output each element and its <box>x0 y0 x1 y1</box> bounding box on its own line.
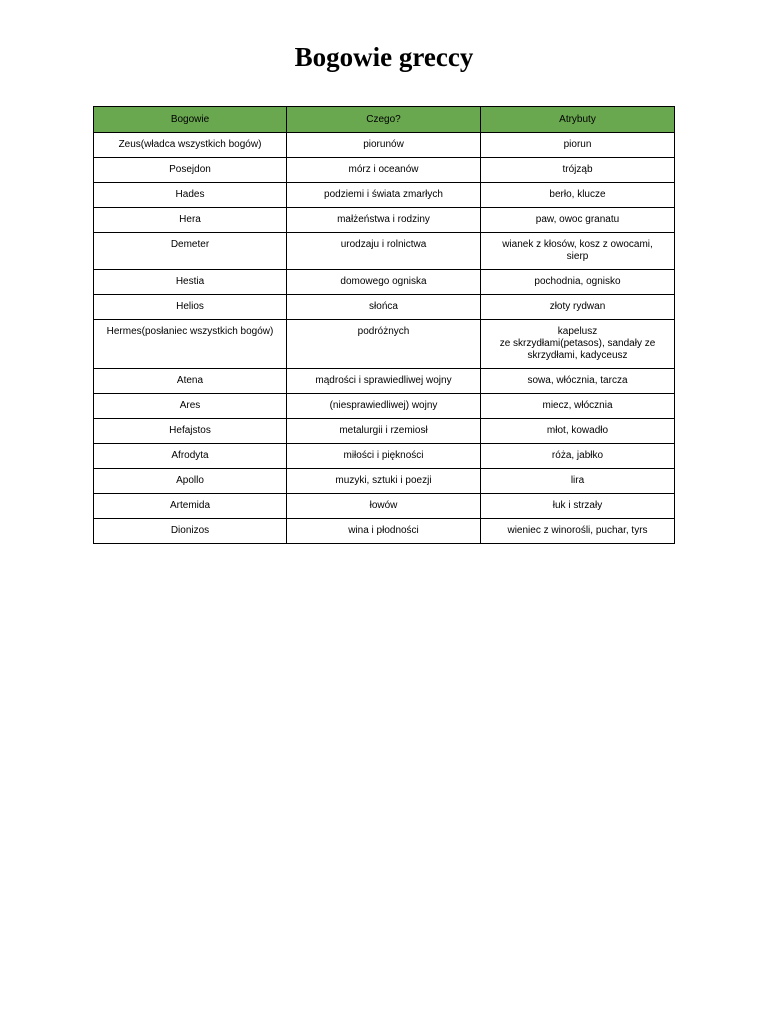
domain-cell: muzyki, sztuki i poezji <box>287 469 481 494</box>
domain-cell: domowego ogniska <box>287 270 481 295</box>
domain-cell: piorunów <box>287 133 481 158</box>
table-row <box>94 233 675 270</box>
god-name-cell: Dionizos <box>94 519 287 544</box>
table-row <box>94 183 675 208</box>
god-name-cell: Apollo <box>94 469 287 494</box>
god-name-cell: Hestia <box>94 270 287 295</box>
attributes-cell: wianek z kłosów, kosz z owocami, sierp <box>481 233 675 270</box>
attributes-cell: młot, kowadło <box>481 419 675 444</box>
table-row <box>94 295 675 320</box>
attributes-cell: lira <box>481 469 675 494</box>
attributes-cell: berło, klucze <box>481 183 675 208</box>
attributes-cell: paw, owoc granatu <box>481 208 675 233</box>
domain-cell: małżeństwa i rodziny <box>287 208 481 233</box>
table-row <box>94 270 675 295</box>
god-name-cell: Zeus(władca wszystkich bogów) <box>94 133 287 158</box>
table-row <box>94 208 675 233</box>
god-name-cell: Hefajstos <box>94 419 287 444</box>
god-name-cell: Artemida <box>94 494 287 519</box>
table-header-row <box>94 107 675 133</box>
attributes-cell: sowa, włócznia, tarcza <box>481 369 675 394</box>
column-header-czego: Czego? <box>287 107 481 133</box>
table-row <box>94 394 675 419</box>
god-name-cell: Helios <box>94 295 287 320</box>
domain-cell: metalurgii i rzemiosł <box>287 419 481 444</box>
god-name-cell: Hades <box>94 183 287 208</box>
page-title: Bogowie greccy <box>294 42 474 72</box>
table-row <box>94 369 675 394</box>
column-header-atrybuty: Atrybuty <box>481 107 675 133</box>
domain-cell: podziemi i świata zmarłych <box>287 183 481 208</box>
table-row <box>94 133 675 158</box>
domain-cell: (niesprawiedliwej) wojny <box>287 394 481 419</box>
domain-cell: mórz i oceanów <box>287 158 481 183</box>
attributes-cell: wieniec z winorośli, puchar, tyrs <box>481 519 675 544</box>
god-name-cell: Hermes(posłaniec wszystkich bogów) <box>94 320 287 369</box>
god-name-cell: Posejdon <box>94 158 287 183</box>
table-row <box>94 519 675 544</box>
table-row <box>94 444 675 469</box>
attributes-cell: piorun <box>481 133 675 158</box>
table-row <box>94 320 675 369</box>
attributes-cell: złoty rydwan <box>481 295 675 320</box>
table-row <box>94 419 675 444</box>
domain-cell: słońca <box>287 295 481 320</box>
god-name-cell: Demeter <box>94 233 287 270</box>
table-row <box>94 469 675 494</box>
table-row <box>94 494 675 519</box>
column-header-bogowie: Bogowie <box>94 107 287 133</box>
attributes-cell: łuk i strzały <box>481 494 675 519</box>
domain-cell: urodzaju i rolnictwa <box>287 233 481 270</box>
gods-table <box>93 106 675 544</box>
domain-cell: mądrości i sprawiedliwej wojny <box>287 369 481 394</box>
table-row <box>94 158 675 183</box>
god-name-cell: Atena <box>94 369 287 394</box>
domain-cell: wina i płodności <box>287 519 481 544</box>
attributes-cell: trójząb <box>481 158 675 183</box>
god-name-cell: Hera <box>94 208 287 233</box>
domain-cell: łowów <box>287 494 481 519</box>
domain-cell: podróżnych <box>287 320 481 369</box>
attributes-cell: miecz, włócznia <box>481 394 675 419</box>
attributes-cell: róża, jabłko <box>481 444 675 469</box>
attributes-cell: kapelusz ze skrzydłami(petasos), sandały ze skrzydłami, kadyceusz <box>481 320 675 369</box>
domain-cell: miłości i piękności <box>287 444 481 469</box>
attributes-cell: pochodnia, ognisko <box>481 270 675 295</box>
god-name-cell: Afrodyta <box>94 444 287 469</box>
god-name-cell: Ares <box>94 394 287 419</box>
